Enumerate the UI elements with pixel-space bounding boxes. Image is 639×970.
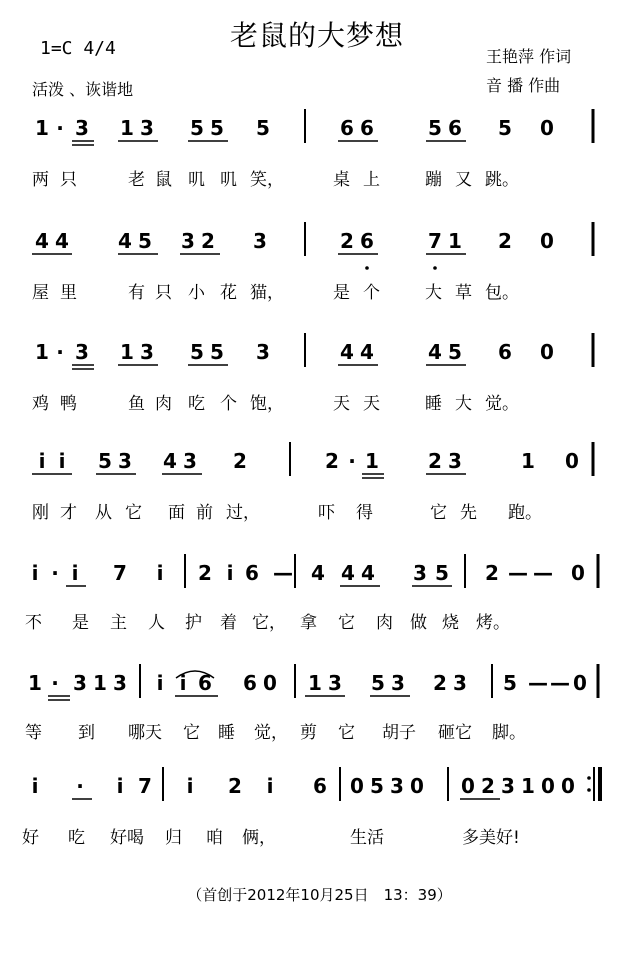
octave-dot bbox=[433, 266, 437, 270]
lyric-syllable: 人 bbox=[148, 613, 165, 633]
lyric-syllable: 过， bbox=[226, 503, 260, 523]
lyric-syllable: 护 bbox=[185, 613, 202, 633]
lyric-syllable: 天 bbox=[333, 394, 350, 414]
lyric-syllable: 两 bbox=[32, 170, 49, 190]
lyric-syllable: 包。 bbox=[485, 283, 519, 303]
note: 4 bbox=[360, 340, 374, 364]
note: 3 bbox=[448, 449, 462, 473]
note: 1 bbox=[365, 449, 379, 473]
note: 0 bbox=[540, 340, 554, 364]
lyric-syllable: 肉 bbox=[376, 613, 393, 633]
note: i bbox=[226, 561, 234, 585]
score-system bbox=[32, 333, 593, 414]
lyric-syllable: 它 bbox=[338, 723, 355, 743]
note: 5 bbox=[190, 116, 204, 140]
note: 0 bbox=[541, 774, 555, 798]
note: i bbox=[266, 774, 274, 798]
note: 2 bbox=[325, 449, 339, 473]
note: 4 bbox=[311, 561, 325, 585]
lyric-syllable: 跳。 bbox=[485, 170, 519, 190]
note: 6 bbox=[360, 229, 374, 253]
note: 1 bbox=[448, 229, 462, 253]
song-title: 老鼠的大梦想 bbox=[230, 19, 405, 52]
lyric-syllable: 咱 bbox=[206, 828, 223, 848]
note: i bbox=[31, 774, 39, 798]
note: 3 bbox=[75, 116, 89, 140]
octave-dot bbox=[365, 266, 369, 270]
lyric-syllable: 天 bbox=[363, 394, 380, 414]
note: i bbox=[31, 561, 39, 585]
lyric-syllable: 从 bbox=[95, 503, 112, 523]
note: 3 bbox=[75, 340, 89, 364]
note: 5 bbox=[138, 229, 152, 253]
lyric-syllable: 先 bbox=[460, 503, 477, 523]
lyric-syllable: 屋 bbox=[32, 283, 49, 303]
note: 3 bbox=[390, 774, 404, 798]
note: 2 bbox=[481, 774, 495, 798]
note: 0 bbox=[561, 774, 575, 798]
score-system bbox=[32, 222, 593, 303]
lyric-syllable: 大 bbox=[425, 283, 442, 303]
lyric-syllable: 烧 bbox=[442, 613, 459, 633]
note: 2 bbox=[201, 229, 215, 253]
note: 6 bbox=[313, 774, 327, 798]
note: 5 bbox=[210, 340, 224, 364]
note: 1 bbox=[28, 671, 42, 695]
note: — bbox=[550, 671, 570, 695]
note: 0 bbox=[461, 774, 475, 798]
note: 3 bbox=[140, 340, 154, 364]
lyric-syllable: 鸭 bbox=[60, 394, 77, 414]
lyric-syllable: 肉 bbox=[155, 394, 172, 414]
note: 0 bbox=[540, 229, 554, 253]
note: 2 bbox=[198, 561, 212, 585]
note: 3 bbox=[113, 671, 127, 695]
lyric-syllable: 鸡 bbox=[32, 394, 49, 414]
lyric-syllable: 饱， bbox=[250, 394, 284, 414]
lyric-syllable: 它 bbox=[183, 723, 200, 743]
lyric-syllable: 鼠 bbox=[155, 170, 172, 190]
note: — bbox=[533, 561, 553, 585]
lyric-syllable: 桌 bbox=[333, 170, 350, 190]
note: 5 bbox=[190, 340, 204, 364]
note: — bbox=[528, 671, 548, 695]
lyric-syllable: 上 bbox=[363, 170, 380, 190]
note: 5 bbox=[503, 671, 517, 695]
note: 2 bbox=[340, 229, 354, 253]
note: 1 bbox=[93, 671, 107, 695]
note: 3 bbox=[501, 774, 515, 798]
lyric-syllable: 刚 bbox=[32, 503, 49, 523]
note: 6 bbox=[340, 116, 354, 140]
score-system bbox=[22, 767, 575, 848]
note: 0 bbox=[573, 671, 587, 695]
note: 6 bbox=[448, 116, 462, 140]
note: 3 bbox=[256, 340, 270, 364]
lyric-syllable: 叽 bbox=[188, 170, 205, 190]
note: 2 bbox=[498, 229, 512, 253]
lyricist-credit: 王艳萍 作词 bbox=[486, 47, 572, 66]
note: 4 bbox=[340, 340, 354, 364]
note: i bbox=[186, 774, 194, 798]
note: · bbox=[348, 449, 356, 473]
note: 3 bbox=[391, 671, 405, 695]
lyric-syllable: 不 bbox=[25, 613, 42, 633]
note: 5 bbox=[498, 116, 512, 140]
lyric-syllable: 只 bbox=[60, 170, 77, 190]
lyric-syllable: 归 bbox=[165, 828, 182, 848]
note: 6 bbox=[245, 561, 259, 585]
lyric-syllable: 笑， bbox=[250, 170, 284, 190]
lyric-syllable: 它， bbox=[252, 613, 286, 633]
lyric-syllable: 个 bbox=[363, 283, 380, 303]
lyric-syllable: 它 bbox=[338, 613, 355, 633]
note: 7 bbox=[113, 561, 127, 585]
lyric-syllable: 老 bbox=[128, 170, 145, 190]
lyric-syllable: 面 bbox=[168, 503, 185, 523]
note: · bbox=[56, 116, 64, 140]
note: 5 bbox=[371, 671, 385, 695]
note: 3 bbox=[183, 449, 197, 473]
note: i bbox=[58, 449, 66, 473]
note: 6 bbox=[360, 116, 374, 140]
score-system bbox=[32, 442, 593, 523]
note: 2 bbox=[485, 561, 499, 585]
note: 0 bbox=[540, 116, 554, 140]
note: 3 bbox=[181, 229, 195, 253]
final-barline bbox=[587, 767, 600, 801]
note: 1 bbox=[120, 116, 134, 140]
lyric-syllable: 剪 bbox=[300, 723, 317, 743]
lyric-syllable: 叽 bbox=[220, 170, 237, 190]
lyric-syllable: 得 bbox=[356, 503, 373, 523]
note: 0 bbox=[410, 774, 424, 798]
note: 4 bbox=[428, 340, 442, 364]
note: i bbox=[116, 774, 124, 798]
note: i bbox=[156, 561, 164, 585]
lyric-syllable: 花 bbox=[220, 283, 237, 303]
lyric-syllable: 又 bbox=[455, 170, 472, 190]
note: i bbox=[71, 561, 79, 585]
note: 2 bbox=[433, 671, 447, 695]
lyric-syllable: 它 bbox=[125, 503, 142, 523]
note: 2 bbox=[233, 449, 247, 473]
lyric-syllable: 拿 bbox=[300, 613, 317, 633]
note: 0 bbox=[263, 671, 277, 695]
lyric-syllable: 吓 bbox=[318, 503, 335, 523]
note: 5 bbox=[210, 116, 224, 140]
lyric-syllable: 是 bbox=[72, 613, 89, 633]
note: 1 bbox=[35, 116, 49, 140]
lyric-syllable: 吃 bbox=[188, 394, 205, 414]
lyric-syllable: 草 bbox=[455, 283, 472, 303]
lyric-syllable: 蹦 bbox=[425, 170, 442, 190]
lyric-syllable: 大 bbox=[455, 394, 472, 414]
lyric-syllable: 小 bbox=[188, 283, 205, 303]
note: 3 bbox=[453, 671, 467, 695]
note: 2 bbox=[228, 774, 242, 798]
note: 5 bbox=[98, 449, 112, 473]
lyric-syllable: 里 bbox=[60, 283, 77, 303]
note: · bbox=[56, 340, 64, 364]
note: 5 bbox=[428, 116, 442, 140]
key-signature: 1=C 4/4 bbox=[40, 38, 116, 59]
lyric-syllable: 只 bbox=[155, 283, 172, 303]
lyric-syllable: 睡 bbox=[218, 723, 235, 743]
note: 0 bbox=[571, 561, 585, 585]
note: 4 bbox=[341, 561, 355, 585]
note: 5 bbox=[370, 774, 384, 798]
note: 5 bbox=[448, 340, 462, 364]
note: 5 bbox=[256, 116, 270, 140]
note: · bbox=[51, 671, 59, 695]
note: 3 bbox=[140, 116, 154, 140]
lyric-syllable: 吃 bbox=[68, 828, 85, 848]
lyric-syllable: 猫， bbox=[250, 283, 284, 303]
lyric-syllable: 跑。 bbox=[508, 503, 542, 523]
note: 4 bbox=[163, 449, 177, 473]
note: 7 bbox=[428, 229, 442, 253]
lyric-syllable: 烤。 bbox=[476, 613, 510, 633]
lyric-syllable: 主 bbox=[110, 613, 127, 633]
lyric-syllable: 哪天 bbox=[128, 723, 162, 743]
note: 1 bbox=[120, 340, 134, 364]
score-system bbox=[25, 664, 598, 743]
creation-date-footer: （首创于2012年10月25日 13：39） bbox=[187, 886, 452, 904]
lyric-syllable: 有 bbox=[128, 283, 145, 303]
note: · bbox=[76, 774, 84, 798]
lyric-syllable: 做 bbox=[410, 613, 427, 633]
note: 5 bbox=[435, 561, 449, 585]
lyric-syllable: 睡 bbox=[425, 394, 442, 414]
note: 1 bbox=[35, 340, 49, 364]
lyric-syllable: 鱼 bbox=[128, 394, 145, 414]
note: i bbox=[38, 449, 46, 473]
note: 4 bbox=[55, 229, 69, 253]
lyric-syllable: 好 bbox=[22, 828, 39, 848]
note: 4 bbox=[35, 229, 49, 253]
lyric-syllable: 砸它 bbox=[438, 723, 472, 743]
lyric-syllable: 着 bbox=[220, 613, 237, 633]
note: i bbox=[156, 671, 164, 695]
lyric-syllable: 好喝 bbox=[110, 828, 144, 848]
note: 3 bbox=[413, 561, 427, 585]
note: — bbox=[273, 561, 293, 585]
note: 3 bbox=[328, 671, 342, 695]
note: i bbox=[179, 671, 187, 695]
lyric-syllable: 前 bbox=[196, 503, 213, 523]
note: — bbox=[508, 561, 528, 585]
lyric-syllable: 觉， bbox=[254, 723, 288, 743]
lyric-syllable: 胡子 bbox=[382, 723, 416, 743]
note: 1 bbox=[308, 671, 322, 695]
note: 3 bbox=[118, 449, 132, 473]
note: · bbox=[51, 561, 59, 585]
score-system bbox=[32, 109, 593, 190]
tempo-marking: 活泼 、诙谐地 bbox=[32, 80, 134, 99]
note: 6 bbox=[198, 671, 212, 695]
note: 3 bbox=[253, 229, 267, 253]
lyric-syllable: 它 bbox=[430, 503, 447, 523]
lyric-syllable: 到 bbox=[78, 723, 95, 743]
lyric-syllable: 是 bbox=[333, 283, 350, 303]
lyric-syllable: 多美好! bbox=[462, 828, 520, 848]
score-system bbox=[25, 554, 598, 633]
note: 0 bbox=[565, 449, 579, 473]
lyric-syllable: 脚。 bbox=[492, 723, 526, 743]
note: 6 bbox=[243, 671, 257, 695]
note: 0 bbox=[350, 774, 364, 798]
lyric-syllable: 俩， bbox=[242, 828, 276, 848]
lyric-syllable: 觉。 bbox=[485, 394, 519, 414]
note: 1 bbox=[521, 774, 535, 798]
lyric-syllable: 才 bbox=[60, 503, 77, 523]
note: 1 bbox=[521, 449, 535, 473]
lyric-syllable: 个 bbox=[220, 394, 237, 414]
composer-credit: 音 播 作曲 bbox=[486, 76, 561, 95]
lyric-syllable: 生活 bbox=[350, 828, 384, 848]
note: 3 bbox=[73, 671, 87, 695]
note: 6 bbox=[498, 340, 512, 364]
note: 4 bbox=[361, 561, 375, 585]
lyric-syllable: 等 bbox=[25, 723, 42, 743]
note: 2 bbox=[428, 449, 442, 473]
note: 4 bbox=[118, 229, 132, 253]
note: 7 bbox=[138, 774, 152, 798]
